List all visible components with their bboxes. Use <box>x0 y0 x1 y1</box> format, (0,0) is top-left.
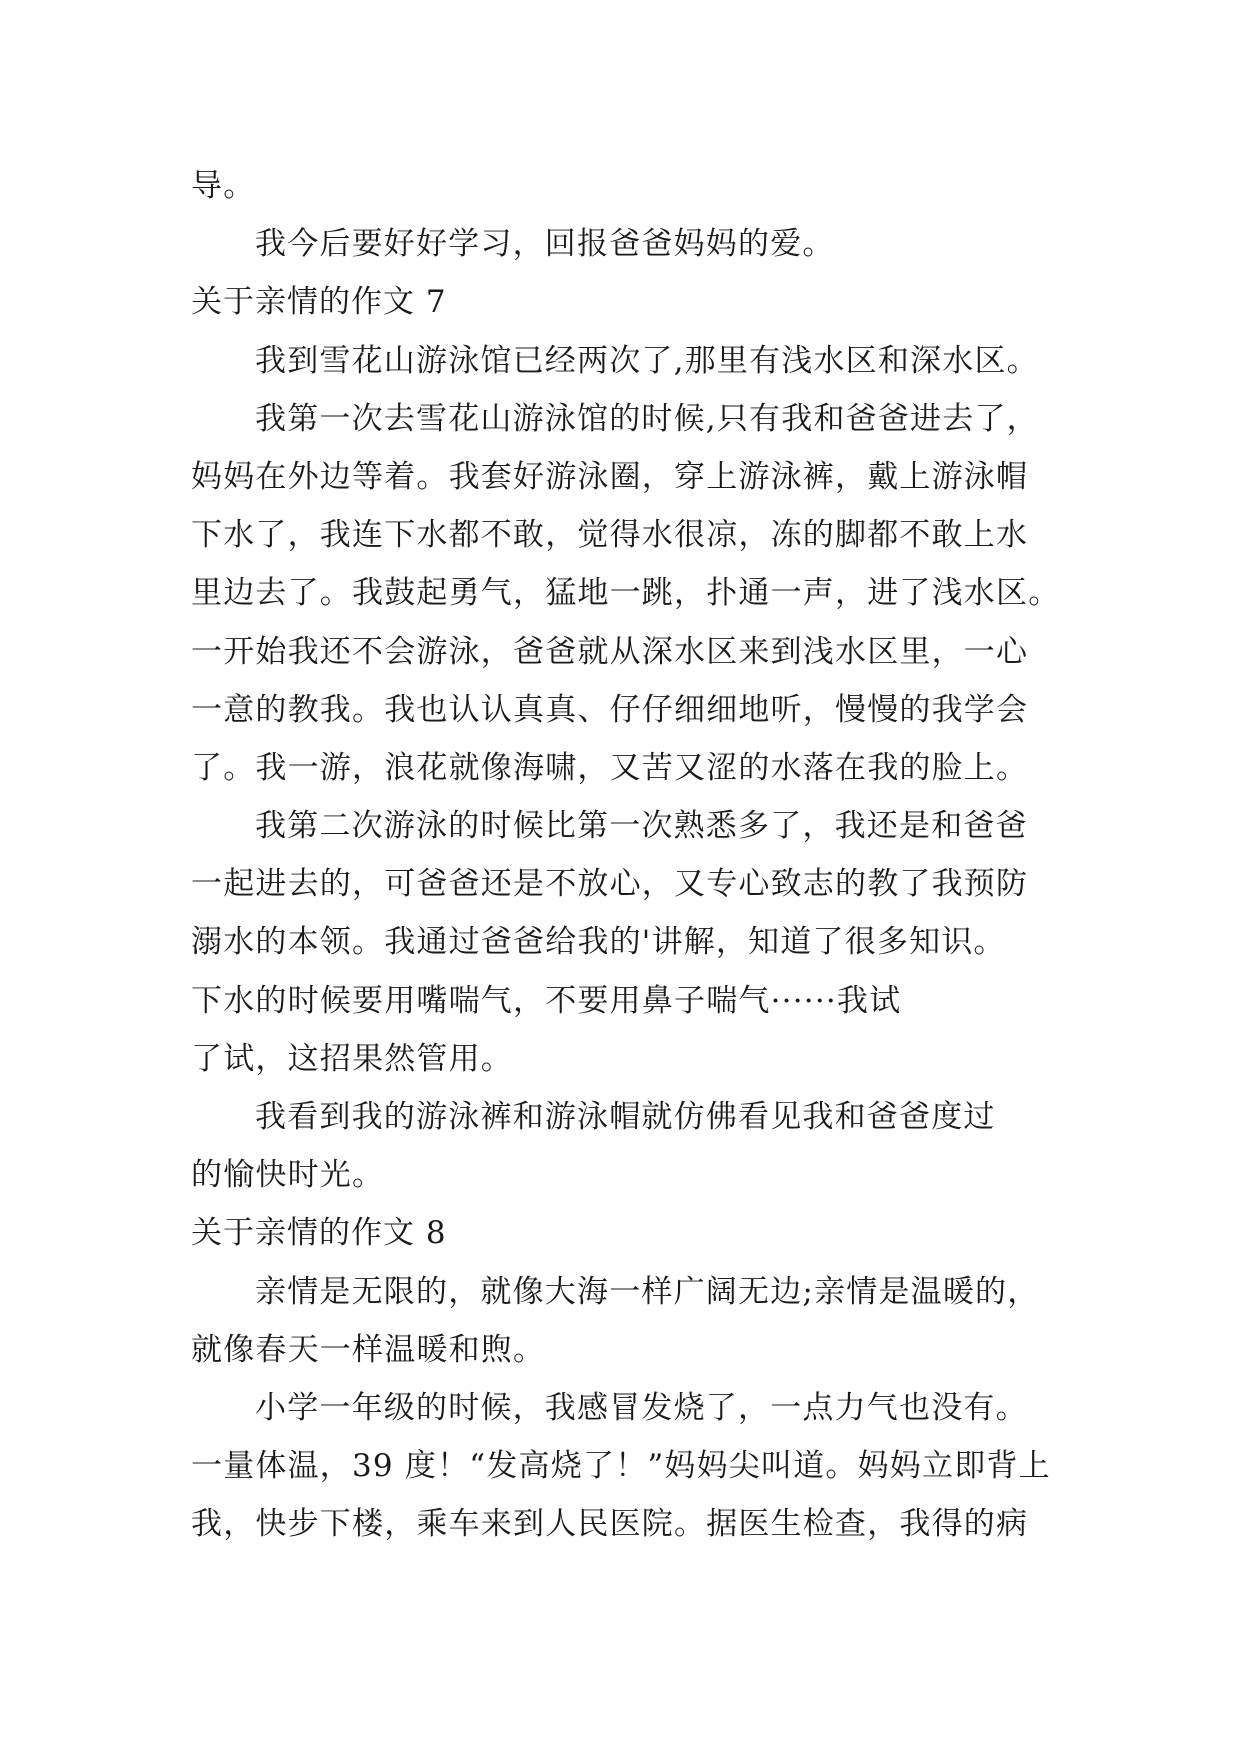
text-line: 了。我一游，浪花就像海啸，又苦又涩的水落在我的脸上。 <box>191 749 1029 786</box>
section-heading: 关于亲情的作文 8 <box>191 1215 447 1252</box>
text-line: 溺水的本领。我通过爸爸给我的'讲解，知道了很多知识。 <box>191 924 1006 961</box>
text-line: 下水的时候要用嘴喘气，不要用鼻子喘气······我试 <box>191 982 902 1019</box>
text-line: 下水了，我连下水都不敢，觉得水很凉，冻的脚都不敢上水 <box>191 517 1029 554</box>
paragraph-start-line: 小学一年级的时候，我感冒发烧了，一点力气也没有。 <box>255 1389 1028 1426</box>
text-line: 一起进去的，可爸爸还是不放心，又专心致志的教了我预防 <box>191 866 1029 903</box>
text-line: 了试，这招果然管用。 <box>191 1040 513 1077</box>
text-line: 的愉快时光。 <box>191 1157 385 1194</box>
text-line: 妈妈在外边等着。我套好游泳圈，穿上游泳裤，戴上游泳帽 <box>191 458 1029 495</box>
text-line: 我，快步下楼，乘车来到人民医院。据医生检查，我得的病 <box>191 1506 1029 1543</box>
paragraph-start-line: 我看到我的游泳裤和游泳帽就仿佛看见我和爸爸度过 <box>255 1099 996 1135</box>
text-line: 一开始我还不会游泳，爸爸就从深水区来到浅水区里，一心 <box>191 633 1029 670</box>
paragraph-start-line: 我到雪花山游泳馆已经两次了,那里有浅水区和深水区。 <box>255 342 1039 379</box>
section-heading: 关于亲情的作文 7 <box>191 284 447 321</box>
paragraph-start-line: 我今后要好好学习，回报爸爸妈妈的爱。 <box>255 226 835 263</box>
document-body <box>191 157 1081 1554</box>
text-line: 导。 <box>191 168 256 204</box>
paragraph-start-line: 我第二次游泳的时候比第一次熟悉多了，我还是和爸爸 <box>255 808 1028 845</box>
text-line: 就像春天一样温暖和煦。 <box>191 1331 546 1368</box>
paragraph-start-line: 我第一次去雪花山游泳馆的时候,只有我和爸爸进去了， <box>255 400 1039 437</box>
paragraph-start-line: 亲情是无限的，就像大海一样广阔无边;亲情是温暖的， <box>255 1273 1040 1310</box>
text-line: 一量体温，39 度！“发高烧了！”妈妈尖叫道。妈妈立即背上 <box>191 1448 1051 1485</box>
text-line: 一意的教我。我也认认真真、仔仔细细地听，慢慢的我学会 <box>191 691 1029 728</box>
text-line: 里边去了。我鼓起勇气，猛地一跳，扑通一声，进了浅水区。 <box>191 575 1061 612</box>
